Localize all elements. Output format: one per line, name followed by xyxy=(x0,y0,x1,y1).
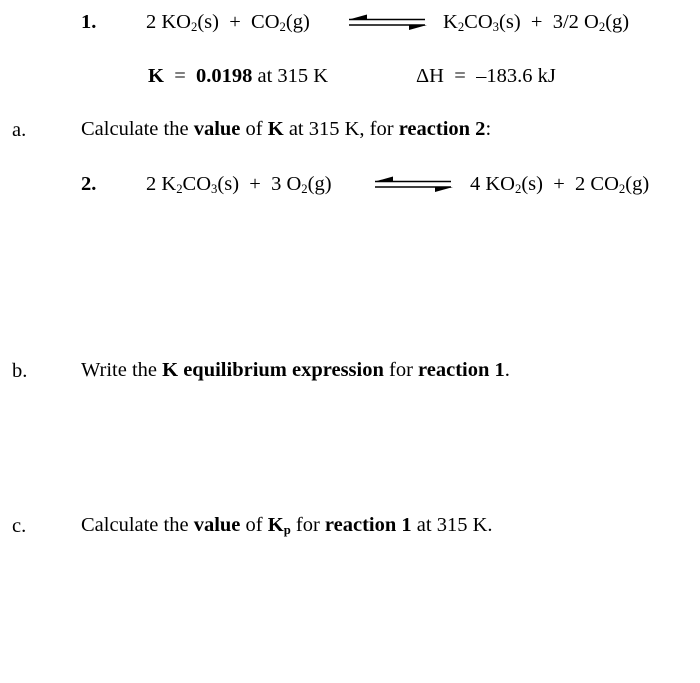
reaction-2-number: 2. xyxy=(81,173,97,195)
reaction-2-reactants xyxy=(146,174,332,195)
part-c-question: Calculate the value of $K_p$ for reaction 1 at 315 K. xyxy=(81,514,493,538)
equilibrium-constant: K = 0.0198 at 315 K xyxy=(148,65,329,87)
product-k2co3: $K_2CO_3(s)$ xyxy=(443,11,521,35)
reaction-2-products xyxy=(470,174,649,195)
enthalpy-change: ΔH = –183.6 kJ xyxy=(416,65,556,87)
part-c-letter: c. xyxy=(12,515,27,537)
reaction-1-products xyxy=(443,12,629,33)
product-ko2: 4 $KO_2(s)$ xyxy=(470,173,543,197)
reactant-k2co3: 2 $K_2CO_3(s)$ xyxy=(146,173,240,197)
part-a-letter: a. xyxy=(12,119,27,141)
part-a-question: Calculate the value of K at 315 K, for reaction 2: xyxy=(81,118,492,140)
plus-sign: + xyxy=(553,173,565,195)
plus-sign: + xyxy=(229,11,241,33)
reactant-co2: $CO_2(g)$ xyxy=(251,11,310,35)
reactant-o2: 3 $O_2(g)$ xyxy=(271,173,332,197)
part-b-question: Write the K equilibrium expression for reaction 1. xyxy=(81,359,510,381)
equilibrium-arrow-icon xyxy=(373,175,455,193)
product-co2: 2 $CO_2(g)$ xyxy=(575,173,650,197)
reaction-1-number: 1. xyxy=(81,11,97,33)
part-b-letter: b. xyxy=(12,360,28,382)
plus-sign: + xyxy=(530,11,543,33)
reaction-1-reactants xyxy=(146,12,310,33)
product-o2: 3/2 $O_2(g)$ xyxy=(552,11,630,35)
equilibrium-arrow-icon xyxy=(347,13,429,31)
plus-sign: + xyxy=(249,173,261,195)
reactant-ko2: 2 $KO_2(s)$ xyxy=(146,11,219,35)
